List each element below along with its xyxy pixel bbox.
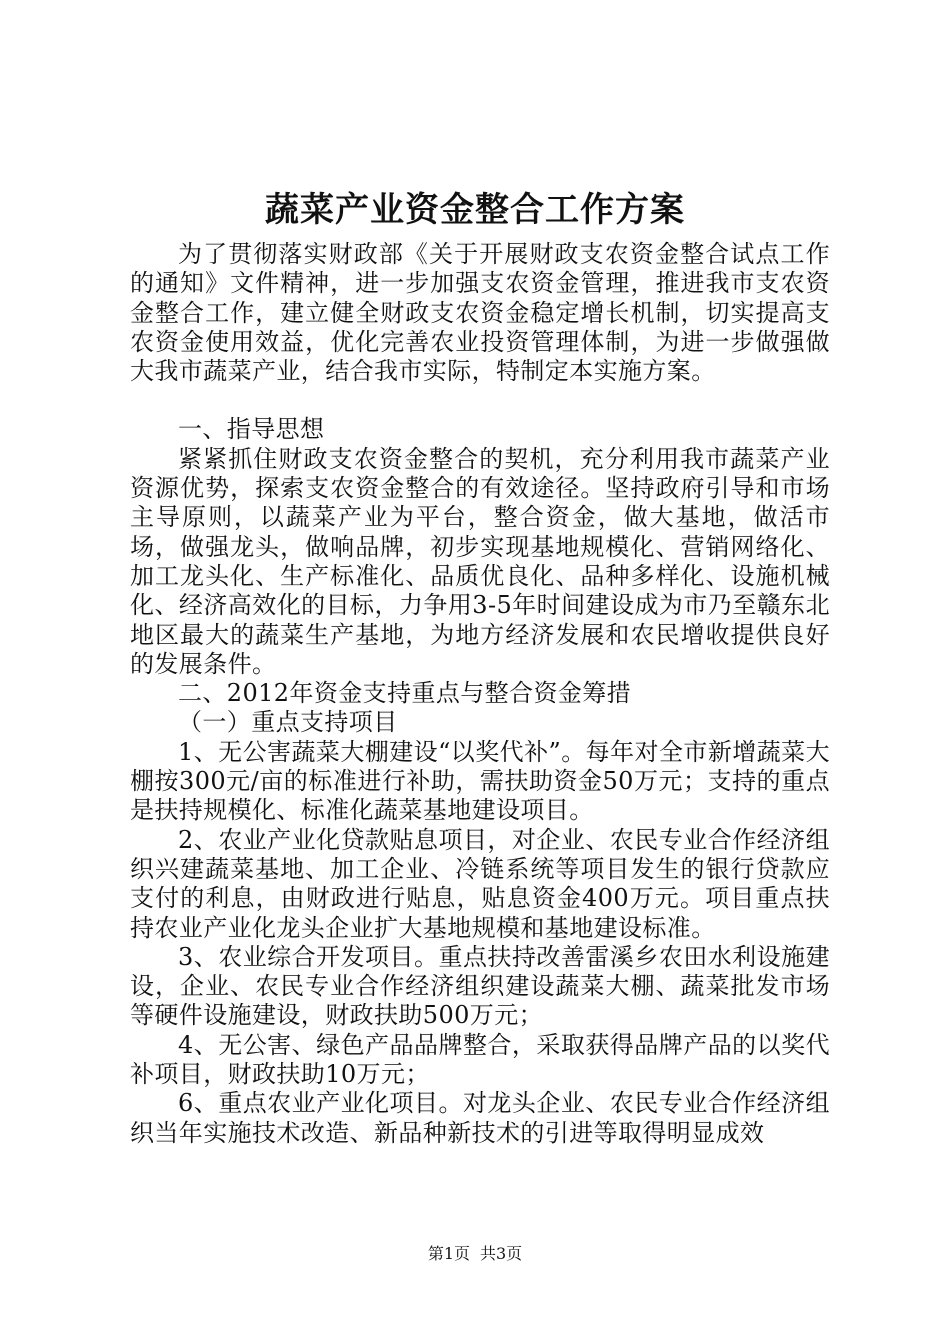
subsection-1-heading: （一）重点支持项目 bbox=[178, 708, 398, 737]
list-item: 3、农业综合开发项目。重点扶持改善雷溪乡农田水利设施建设，企业、农民专业合作经济组织建设蔬菜大棚、蔬菜批发市场等硬件设施建设，财政扶助500万元； bbox=[130, 942, 830, 1030]
list-item: 4、无公害、绿色产品品牌整合，采取获得品牌产品的以奖代补项目，财政扶助10万元； bbox=[130, 1030, 830, 1089]
intro-paragraph: 为了贯彻落实财政部《关于开展财政支农资金整合试点工作的通知》文件精神，进一步加强支农资金管理，推进我市支农资金整合工作，建立健全财政支农资金稳定增长机制，切实提高支农资金使用效益，优化完善农业投资管理体制，为进一步做强做大我市蔬菜产业，结合我市实际，特制定本实施方案。 bbox=[130, 240, 830, 386]
page-footer bbox=[0, 1243, 950, 1265]
page-total: 共3页 bbox=[480, 1244, 523, 1263]
section-1-heading: 一、指导思想 bbox=[178, 415, 325, 444]
list-item: 2、农业产业化贷款贴息项目，对企业、农民专业合作经济组织兴建蔬菜基地、加工企业、冷链系统等项目发生的银行贷款应支付的利息，由财政进行贴息，贴息资金400万元。项目重点扶持农业产业化龙头企业扩大基地规模和基地建设标准。 bbox=[130, 825, 830, 942]
document-title: 蔬菜产业资金整合工作方案 bbox=[265, 190, 685, 230]
page-number: 第1页 bbox=[427, 1244, 470, 1263]
list-item: 1、无公害蔬菜大棚建设“以奖代补”。每年对全市新增蔬菜大棚按300元/亩的标准进行补助，需扶助资金50万元；支持的重点是扶持规模化、标准化蔬菜基地建设项目。 bbox=[130, 737, 830, 825]
document-body bbox=[130, 240, 830, 1148]
section-1-paragraph: 紧紧抓住财政支农资金整合的契机，充分利用我市蔬菜产业资源优势，探索支农资金整合的有效途径。坚持政府引导和市场主导原则，以蔬菜产业为平台，整合资金，做大基地，做活市场，做强龙头，做响品牌，初步实现基地规模化、营销网络化、加工龙头化、生产标准化、品质优良化、品种多样化、设施机械化、经济高效化的目标，力争用3-5年时间建设成为市乃至赣东北地区最大的蔬菜生产基地，为地方经济发展和农民增收提供良好的发展条件。 bbox=[130, 444, 830, 678]
section-2-heading: 二、2012年资金支持重点与整合资金筹措 bbox=[178, 679, 632, 708]
list-item: 6、重点农业产业化项目。对龙头企业、农民专业合作经济组织当年实施技术改造、新品种新技术的引进等取得明显成效 bbox=[130, 1089, 830, 1147]
paragraph-spacer bbox=[130, 386, 830, 415]
